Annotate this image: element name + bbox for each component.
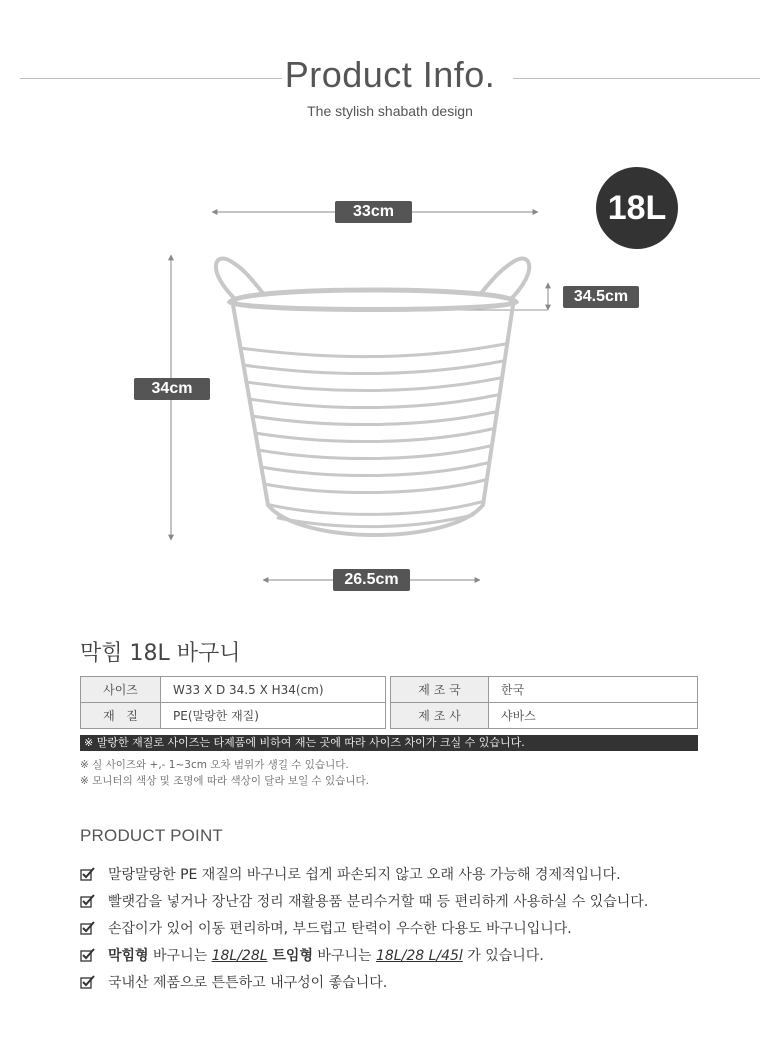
point-text: 국내산 제품으로 튼튼하고 내구성이 좋습니다. (108, 975, 388, 991)
note-line: ※ 실 사이즈와 +,- 1~3cm 오차 범위가 생길 수 있습니다. (80, 759, 349, 771)
spec-label: 제 조 사 (391, 703, 489, 729)
product-point-item (80, 918, 572, 938)
width-bottom-label: 26.5cm (333, 569, 410, 591)
point-text (108, 945, 544, 965)
height-label: 34cm (134, 378, 210, 400)
spec-value: 한국 (489, 677, 698, 703)
point-size-open: 18L/28 L/45l (375, 948, 463, 964)
width-top-label: 33cm (335, 201, 412, 223)
product-point-item (80, 972, 387, 992)
note-line: ※ 모니터의 색상 및 조명에 따라 색상이 달라 보일 수 있습니다. (80, 775, 369, 787)
spec-row (81, 677, 386, 703)
check-icon (80, 974, 96, 990)
check-icon (80, 893, 96, 909)
page-title: Product Info. (284, 54, 496, 95)
volume-badge: 18L (596, 167, 678, 249)
basket-illustration (216, 258, 529, 535)
spec-value: PE(말랑한 재질) (161, 703, 386, 729)
spec-row (391, 677, 698, 703)
product-point-item (80, 945, 544, 965)
product-title: 막힘 18L 바구니 (80, 641, 241, 666)
point-type-closed: 막힘형 (108, 948, 149, 964)
spec-label: 사이즈 (81, 677, 161, 703)
point-text: 말랑말랑한 PE 재질의 바구니로 쉽게 파손되지 않고 오래 사용 가능해 경제적입니다. (108, 867, 621, 883)
check-icon (80, 920, 96, 936)
point-text-part: 바구니는 (148, 948, 212, 964)
point-text-part: 가 있습니다. (462, 948, 544, 964)
product-point-item (80, 864, 621, 884)
product-point-heading: PRODUCT POINT (80, 826, 224, 845)
point-type-open: 트임형 (267, 948, 313, 964)
point-size-closed: 18L/28L (211, 948, 268, 964)
spec-value: 샤바스 (489, 703, 698, 729)
point-text: 빨랫감을 넣거나 장난감 정리 재활용품 분리수거할 때 등 편리하게 사용하실 수 있습니다. (108, 894, 649, 910)
product-point-item (80, 891, 648, 911)
spec-table-right (390, 676, 698, 729)
spec-row (81, 703, 386, 729)
handle-height-label: 34.5cm (563, 286, 639, 308)
spec-label: 제 조 국 (391, 677, 489, 703)
notice-bar: ※ 말랑한 재질로 사이즈는 타제품에 비하여 재는 곳에 따라 사이즈 차이가 크실 수 있습니다. (80, 735, 698, 751)
check-icon (80, 947, 96, 963)
check-icon (80, 866, 96, 882)
spec-label: 재 질 (81, 703, 161, 729)
point-text: 손잡이가 있어 이동 편리하며, 부드럽고 탄력이 우수한 다용도 바구니입니다. (108, 921, 572, 937)
spec-table-left (80, 676, 386, 729)
spec-value: W33 X D 34.5 X H34(cm) (161, 677, 386, 703)
page-subtitle: The stylish shabath design (307, 103, 473, 119)
point-text-part: 바구니는 (312, 948, 376, 964)
spec-row (391, 703, 698, 729)
